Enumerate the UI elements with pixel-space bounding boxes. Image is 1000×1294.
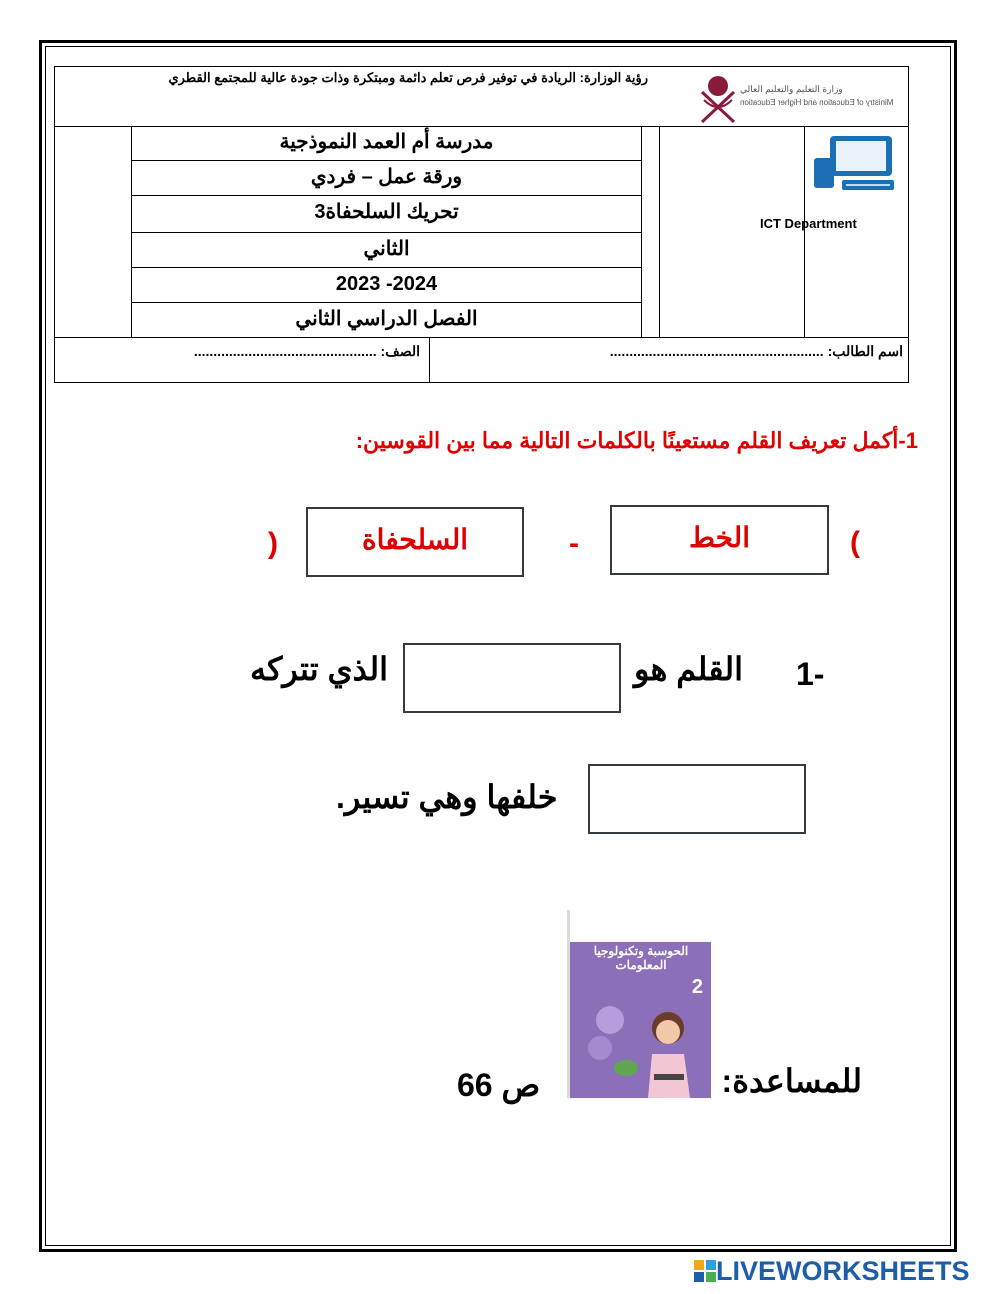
school-name: مدرسة أم العمد النموذجية (279, 131, 494, 153)
header-column-line (659, 126, 660, 337)
question-text-part-3: خلفها وهي تسير. (336, 779, 558, 815)
grade-level: الثاني (363, 238, 410, 260)
header-column-line (429, 337, 430, 383)
computer-icon (812, 132, 900, 198)
worksheet-type: ورقة عمل – فردي (310, 166, 463, 188)
liveworksheets-logo[interactable] (694, 1256, 970, 1286)
question-number: 1- (796, 656, 825, 692)
liveworksheets-grid-icon (694, 1260, 716, 1282)
department-label: ICT Department (760, 216, 857, 231)
header-column-line (804, 126, 805, 337)
answer-blank-2[interactable] (588, 764, 806, 834)
answer-blank-1[interactable] (403, 643, 621, 713)
book-cover-header (570, 910, 711, 942)
school-year: 2023 -2024 (335, 273, 438, 295)
header-divider (55, 337, 908, 338)
semester: الفصل الدراسي الثاني (295, 308, 478, 330)
student-name-field[interactable]: اسم الطالب: ....................................................... (609, 343, 903, 359)
textbook-cover-image (567, 910, 711, 1098)
question-title: 1-أكمل تعريف القلم مستعينًا بالكلمات التالية مما بين القوسين: (355, 428, 918, 453)
ministry-name-english: Ministry of Education and Higher Education (740, 98, 894, 107)
ministry-logo (696, 70, 908, 124)
liveworksheets-brand-text: LIVEWORKSHEETS (716, 1256, 970, 1286)
header-column-line (641, 126, 642, 337)
word-option-turtle: السلحفاة (306, 507, 524, 577)
class-field[interactable]: الصف: ............................................... (193, 343, 420, 359)
qatar-emblem-icon (696, 70, 740, 124)
close-parenthesis: ) (268, 527, 278, 560)
lesson-topic: تحريك السلحفاة3 (314, 201, 459, 223)
girl-with-tablet-illustration (570, 990, 711, 1098)
book-grade-number: 2 (691, 976, 703, 998)
question-text-part-1: القلم هو (634, 651, 744, 687)
word-separator: - (569, 527, 579, 560)
page-reference: ص 66 (457, 1067, 541, 1103)
help-label: للمساعدة: (721, 1063, 862, 1099)
question-text-part-2: الذي تتركه (250, 651, 388, 687)
book-title: الحوسبة وتكنولوجيا المعلومات (593, 944, 689, 972)
word-option-line: الخط (610, 505, 829, 575)
ministry-name-arabic: وزارة التعليم والتعليم العالي (740, 84, 843, 94)
open-parenthesis: ( (850, 526, 860, 559)
ministry-vision: رؤية الوزارة: الريادة في توفير فرص تعلم دائمة ومبتكرة وذات جودة عالية للمجتمع القطري (168, 70, 648, 85)
